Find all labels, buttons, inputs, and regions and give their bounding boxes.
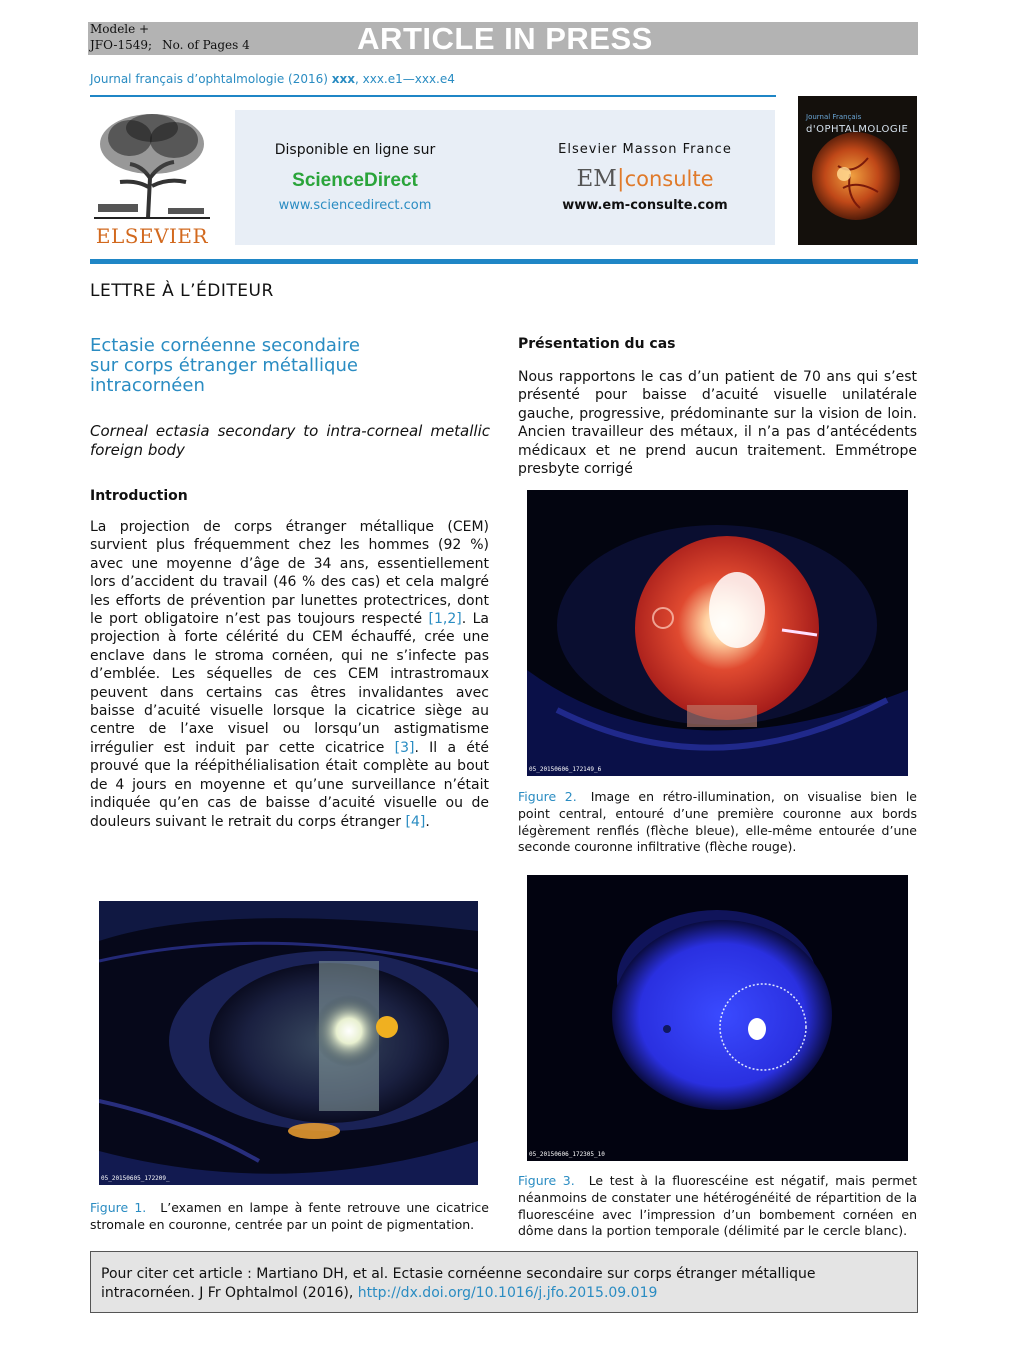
- citation-text: [101, 1265, 911, 1303]
- figure-1-image: [99, 901, 478, 1185]
- caption-text: Image en rétro-illumination, on visualise bien le point central, entouré d’une première couronne aux bords légèrement renflés (flèche bleue), elle-même entourée d’une seconde couronne infiltrative (flèche rouge).: [518, 789, 917, 855]
- manuscript-id: JFO-1549;: [90, 38, 153, 52]
- tree-icon: [90, 108, 214, 220]
- case-heading: Présentation du cas: [518, 336, 676, 352]
- figure-1-caption: [90, 1200, 489, 1234]
- case-paragraph: Nous rapportons le cas d’un patient de 70 ans qui s’est présenté pour baisse d’acuité visuelle unilatérale gauche, progressive, prédominante sur la vision de loin. Ancien travailleur des métaux, il n’a pas d’antécédents médicaux et ne prend aucun traitement. Emmétrope presbyte corrigé: [518, 369, 917, 478]
- intro-paragraph: [90, 518, 489, 831]
- em-consulte-link[interactable]: www.em-consulte.com: [562, 198, 728, 213]
- figure-2-image: [527, 490, 908, 776]
- section-label: LETTRE À L’ÉDITEUR: [90, 281, 274, 301]
- figure-2-caption: [518, 789, 917, 856]
- banner-rule: [90, 259, 918, 264]
- disponible-label: Disponible en ligne sur: [274, 142, 436, 158]
- caption-text: L’examen en lampe à fente retrouve une cicatrice stromale en couronne, centrée par un point de pigmentation.: [90, 1200, 489, 1232]
- reference-link[interactable]: [3]: [394, 739, 415, 756]
- intro-text: . Il a été prouvé que la réépithélialisation était complète au bout de 4 jours en moyenne et qu’une surveillance n’était indiquée qu’en cas de baisse d’acuité visuelle ou de douleurs suivant le retrait du corps étranger: [90, 739, 489, 830]
- sciencedirect-logo: ScienceDirect: [292, 170, 418, 191]
- header-rule: [90, 95, 776, 97]
- figure-label: Figure 1.: [90, 1200, 147, 1215]
- image-timestamp: 05_20150605_172209_: [101, 1175, 170, 1182]
- article-in-press-banner: ARTICLE IN PRESS: [357, 21, 653, 56]
- caption-text: Le test à la fluorescéine est négatif, mais permet néanmoins de constater une hétérogénéité de répartition de la fluorescéine avec l’impression d’un bombement cornéen en dôme dans la portion temporale (délimité par le cercle blanc).: [518, 1173, 917, 1239]
- journal-volume: xxx: [331, 72, 355, 86]
- figure-3-caption: [518, 1173, 917, 1240]
- em-logo-em: EM: [576, 166, 617, 192]
- cover-title-line2: d'OPHTALMOLOGIE: [806, 124, 909, 135]
- intro-text: .: [425, 813, 430, 830]
- journal-citation: [90, 72, 455, 86]
- english-title: Corneal ectasia secondary to intra-corneal metallic foreign body: [90, 422, 490, 459]
- journal-name: Journal français d’ophtalmologie (2016): [90, 72, 332, 86]
- title-line: Ectasie cornéenne secondaire: [90, 335, 360, 356]
- modele-label: Modele +: [90, 22, 150, 36]
- page-count: No. of Pages 4: [162, 38, 250, 52]
- elsevier-wordmark: ELSEVIER: [95, 224, 209, 248]
- title-line: sur corps étranger métallique: [90, 355, 358, 376]
- image-timestamp: 05_20150606_172305_10: [529, 1151, 605, 1158]
- figure-label: Figure 3.: [518, 1173, 575, 1188]
- intro-heading: Introduction: [90, 488, 188, 504]
- figure-3-image: [527, 875, 908, 1161]
- intro-text: La projection de corps étranger métallique (CEM) survient plus fréquemment chez les hommes (92 %) avec une moyenne d’âge de 34 ans, essentiellement lors d’accident du travail (46 % des cas) et cela malgré les efforts de prévention par lunettes protectrices, dont le port obligatoire n’est pas toujours respecté: [90, 519, 489, 628]
- cover-title-line1: Journal Français: [806, 113, 862, 121]
- image-timestamp: 05_20150606_172149_6: [529, 766, 602, 773]
- reference-link[interactable]: [4]: [405, 813, 426, 830]
- em-logo-consulte: consulte: [624, 167, 714, 191]
- manuscript-ref: [90, 38, 260, 52]
- intro-text: . La projection à forte célérité du CEM échauffé, crée une enclave dans le stroma cornéen, qui ne s’infecte pas d’emblée. Les séquelles de ces CEM intrastromaux peuvent dans certains cas êtres invalidantes avec baisse d’acuité visuelle lorsque la cicatrice siège au centre de l’axe visuel ou lorsqu’un astigmatisme irrégulier est induit par cette cicatrice: [90, 611, 489, 756]
- title-line: intracornéen: [90, 375, 205, 396]
- article-title: [90, 336, 490, 396]
- doi-link[interactable]: http://dx.doi.org/10.1016/j.jfo.2015.09.019: [357, 1285, 658, 1301]
- sciencedirect-link[interactable]: www.sciencedirect.com: [278, 198, 432, 213]
- figure-label: Figure 2.: [518, 789, 577, 804]
- em-consulte-logo: EM|consulte: [576, 166, 714, 192]
- elsevier-masson-label: Elsevier Masson France: [558, 142, 732, 157]
- journal-pages: , xxx.e1—xxx.e4: [354, 72, 455, 86]
- citation-body: Pour citer cet article : Martiano DH, et al. Ectasie cornéenne secondaire sur corps étranger métallique intracornéen. J Fr Ophtalmol (2016),: [101, 1266, 816, 1301]
- reference-link[interactable]: [1,2]: [428, 611, 462, 628]
